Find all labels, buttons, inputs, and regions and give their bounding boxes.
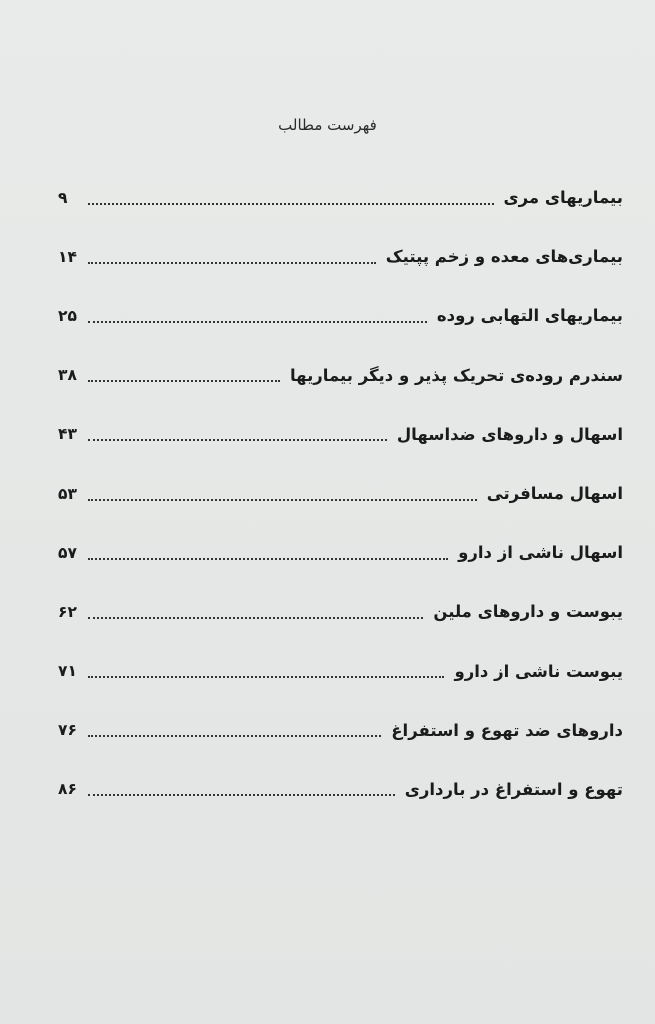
toc-entry-title: بیماریهای التهابی روده — [436, 306, 623, 326]
toc-entry — [58, 286, 623, 345]
toc-entry — [58, 582, 623, 641]
toc-entry-page: ۹ — [58, 188, 68, 207]
toc-entry-page: ۳۸ — [58, 366, 77, 385]
toc-entry-title: داروهای ضد تهوع و استفراغ — [391, 720, 623, 740]
toc-entry-page: ۵۳ — [58, 484, 77, 503]
dot-leader — [88, 735, 381, 737]
toc-entry-page: ۱۴ — [58, 247, 77, 266]
toc-entry-title: یبوست و داروهای ملین — [433, 602, 623, 622]
dot-leader — [88, 439, 387, 441]
toc-entry — [58, 227, 623, 286]
dot-leader — [88, 558, 448, 560]
toc-entry-page: ۷۶ — [58, 721, 77, 740]
toc-entry — [58, 464, 623, 523]
dot-leader — [88, 676, 444, 678]
toc-entry-title: تهوع و استفراغ در بارداری — [404, 779, 623, 799]
dot-leader — [88, 262, 376, 264]
toc-entry-title: سندرم روده‌ی تحریک پذیر و دیگر بیماریها — [289, 365, 623, 385]
toc-entry-title: اسهال مسافرتی — [486, 484, 623, 504]
toc-entry-page: ۷۱ — [58, 662, 77, 681]
toc-entry — [58, 642, 623, 701]
toc-entry — [58, 405, 623, 464]
table-of-contents — [58, 168, 623, 819]
toc-entry-title: بیماریهای مری — [503, 188, 623, 208]
toc-entry — [58, 760, 623, 819]
toc-entry-title: اسهال ناشی از دارو — [458, 543, 623, 563]
dot-leader — [88, 203, 494, 205]
toc-entry — [58, 346, 623, 405]
toc-entry-title: بیماری‌های معده و زخم پپتیک — [385, 247, 623, 267]
dot-leader — [88, 617, 423, 619]
toc-entry-title: یبوست ناشی از دارو — [454, 661, 623, 681]
toc-entry-page: ۲۵ — [58, 306, 77, 325]
toc-entry — [58, 701, 623, 760]
toc-entry-page: ۶۲ — [58, 602, 77, 621]
dot-leader — [88, 794, 395, 796]
toc-entry — [58, 523, 623, 582]
toc-entry-page: ۴۳ — [58, 425, 77, 444]
toc-entry — [58, 168, 623, 227]
toc-entry-title: اسهال و داروهای ضداسهال — [396, 424, 623, 444]
dot-leader — [88, 321, 427, 323]
toc-entry-page: ۸۶ — [58, 780, 77, 799]
page-title: فهرست مطالب — [278, 116, 377, 134]
toc-entry-page: ۵۷ — [58, 543, 77, 562]
dot-leader — [88, 380, 280, 382]
dot-leader — [88, 499, 477, 501]
